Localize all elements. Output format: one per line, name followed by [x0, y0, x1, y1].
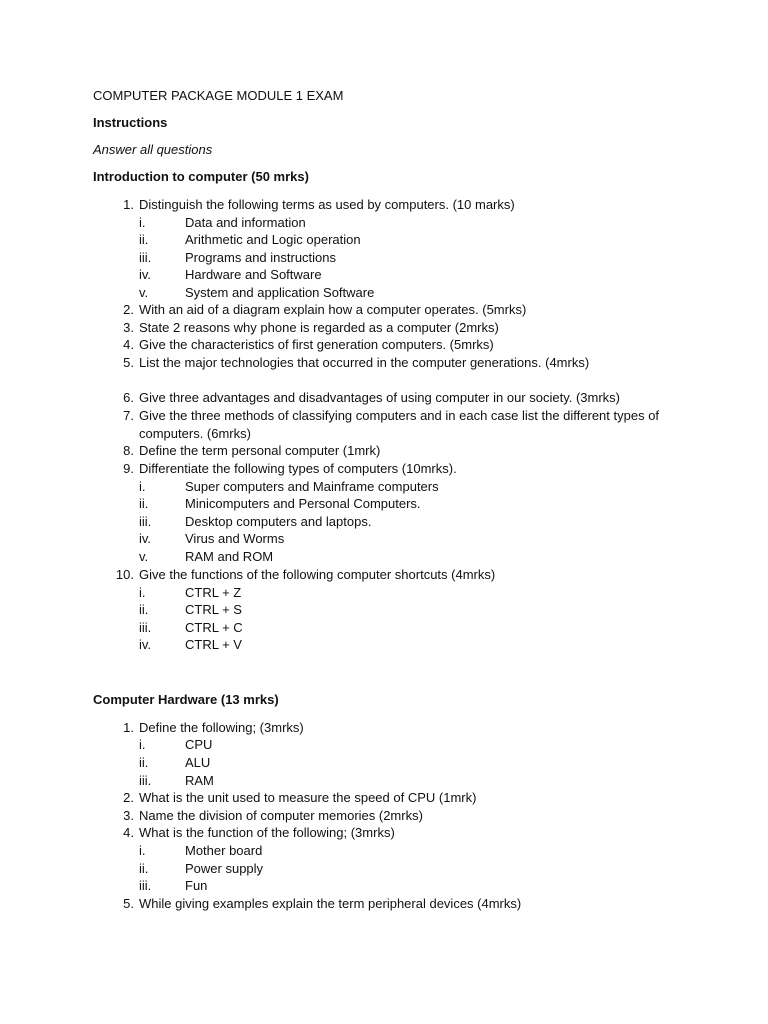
- sub-text: Fun: [185, 878, 208, 893]
- sub-numeral: iii.: [139, 620, 152, 635]
- sub-text: CTRL + Z: [185, 585, 242, 600]
- sub-text: Mother board: [185, 843, 263, 858]
- sub-text: Programs and instructions: [185, 250, 337, 265]
- sub-numeral: i.: [139, 479, 146, 494]
- sub-text: RAM and ROM: [185, 549, 274, 564]
- sub-text: CTRL + V: [185, 637, 242, 652]
- sub-text: Super computers and Mainframe computers: [185, 479, 439, 494]
- sub-numeral: i.: [139, 215, 146, 230]
- sub-numeral: iv.: [139, 637, 152, 652]
- question-text: Define the following; (3mrks): [139, 720, 304, 735]
- question-number: 4.: [123, 337, 134, 352]
- sub-numeral: v.: [139, 549, 149, 564]
- sub-text: CTRL + S: [185, 602, 242, 617]
- sub-text: ALU: [185, 755, 211, 770]
- section-heading-introduction: Introduction to computer (50 mrks): [93, 169, 309, 184]
- question-text: Give the functions of the following computer shortcuts (4mrks): [139, 567, 496, 582]
- section-heading-hardware: Computer Hardware (13 mrks): [93, 692, 279, 707]
- sub-numeral: v.: [139, 285, 149, 300]
- question-number: 9.: [123, 461, 134, 476]
- sub-text: Minicomputers and Personal Computers.: [185, 496, 421, 511]
- question-number: 2.: [123, 302, 134, 317]
- sub-text: Virus and Worms: [185, 531, 285, 546]
- question-text: Distinguish the following terms as used by computers. (10 marks): [139, 197, 515, 212]
- question-text: Give three advantages and disadvantages of using computer in our society. (3mrks): [139, 390, 621, 405]
- question-text: Differentiate the following types of computers (10mrks).: [139, 461, 457, 476]
- sub-numeral: ii.: [139, 755, 149, 770]
- question-number: 8.: [123, 443, 134, 458]
- question-number: 1.: [123, 197, 134, 212]
- question-text: With an aid of a diagram explain how a computer operates. (5mrks): [139, 302, 527, 317]
- sub-text: RAM: [185, 773, 214, 788]
- question-number: 2.: [123, 790, 134, 805]
- question-number: 3.: [123, 320, 134, 335]
- sub-numeral: iv.: [139, 531, 152, 546]
- sub-text: Hardware and Software: [185, 267, 322, 282]
- sub-numeral: iii.: [139, 878, 152, 893]
- question-text: What is the unit used to measure the speed of CPU (1mrk): [139, 790, 477, 805]
- question-text: Name the division of computer memories (2mrks): [139, 808, 423, 823]
- question-text: What is the function of the following; (3mrks): [139, 825, 395, 840]
- sub-numeral: ii.: [139, 602, 149, 617]
- sub-text: Desktop computers and laptops.: [185, 514, 372, 529]
- sub-numeral: i.: [139, 585, 146, 600]
- question-number: 4.: [123, 825, 134, 840]
- question-text: While giving examples explain the term peripheral devices (4mrks): [139, 896, 522, 911]
- sub-numeral: iv.: [139, 267, 152, 282]
- sub-text: CPU: [185, 737, 213, 752]
- question-text: Give the characteristics of first generation computers. (5mrks): [139, 337, 494, 352]
- question-number: 3.: [123, 808, 134, 823]
- sub-numeral: i.: [139, 737, 146, 752]
- sub-text: Data and information: [185, 215, 306, 230]
- instructions-heading: Instructions: [93, 115, 168, 130]
- question-number: 1.: [123, 720, 134, 735]
- sub-text: Power supply: [185, 861, 264, 876]
- question-number: 7.: [123, 408, 134, 423]
- question-number: 10.: [115, 567, 134, 582]
- sub-numeral: ii.: [139, 861, 149, 876]
- question-text: Define the term personal computer (1mrk): [139, 443, 381, 458]
- question-text: Give the three methods of classifying computers and in each case list the different types of computers. (6mrks): [139, 408, 660, 441]
- question-text: List the major technologies that occurred in the computer generations. (4mrks): [139, 355, 590, 370]
- sub-numeral: iii.: [139, 250, 152, 265]
- sub-numeral: ii.: [139, 232, 149, 247]
- sub-numeral: iii.: [139, 773, 152, 788]
- instructions-text: Answer all questions: [93, 142, 213, 157]
- question-number: 6.: [123, 390, 134, 405]
- sub-text: CTRL + C: [185, 620, 243, 635]
- sub-numeral: ii.: [139, 496, 149, 511]
- question-number: 5.: [123, 896, 134, 911]
- page-title: COMPUTER PACKAGE MODULE 1 EXAM: [93, 88, 344, 103]
- sub-text: System and application Software: [185, 285, 375, 300]
- sub-numeral: iii.: [139, 514, 152, 529]
- question-text: State 2 reasons why phone is regarded as a computer (2mrks): [139, 320, 499, 335]
- sub-text: Arithmetic and Logic operation: [185, 232, 361, 247]
- sub-numeral: i.: [139, 843, 146, 858]
- question-number: 5.: [123, 355, 134, 370]
